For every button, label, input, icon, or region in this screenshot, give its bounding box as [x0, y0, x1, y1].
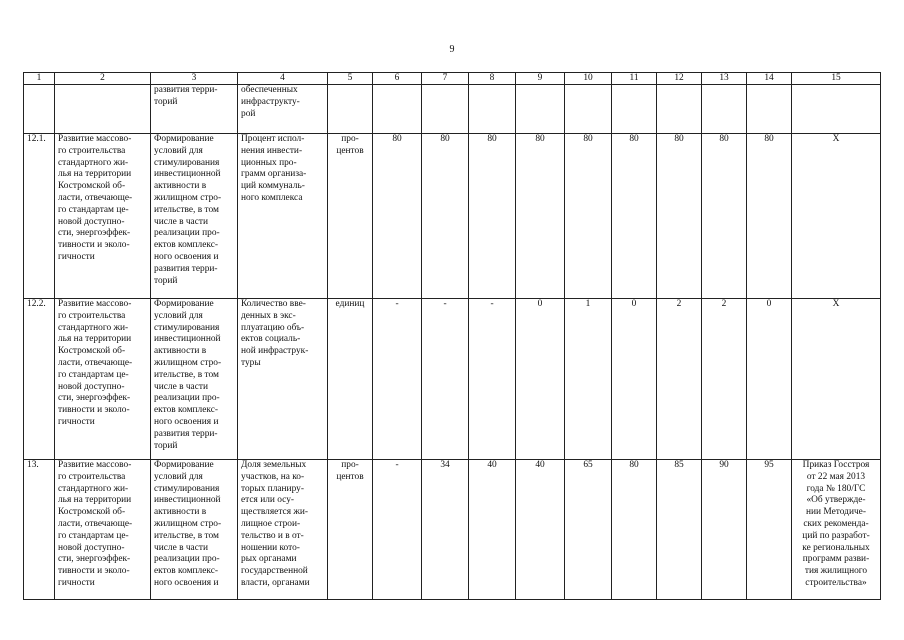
value-cell: 80	[612, 134, 657, 299]
value-cell: 0	[516, 299, 565, 460]
column-header-13: 13	[702, 73, 747, 85]
value-cell: -	[373, 460, 422, 600]
table-row	[24, 299, 881, 460]
value-cell: 2	[702, 299, 747, 460]
row-number-cell: 12.1.	[24, 134, 55, 299]
value-cell: 0	[612, 299, 657, 460]
goal-cell: Развитие массово- го строительства стандартного жи- лья на территории Костромской об- ласти, отвечающе- го стандартам це- новой доступно- сти, энергоэффек- тивности и эколо- гичности	[55, 299, 151, 460]
row-number-cell: 13.	[24, 460, 55, 600]
column-header-7: 7	[422, 73, 469, 85]
value-cell: 90	[702, 460, 747, 600]
column-header-15: 15	[792, 73, 881, 85]
value-cell: 80	[469, 134, 516, 299]
column-header-1: 1	[24, 73, 55, 85]
column-header-8: 8	[469, 73, 516, 85]
indicator-cell: Количество вве- денных в экс- плуатацию объ- ектов социаль- ной инфраструк- туры	[238, 299, 328, 460]
column-header-12: 12	[657, 73, 702, 85]
value-cell: 85	[657, 460, 702, 600]
column-header-14: 14	[747, 73, 792, 85]
column-header-3: 3	[151, 73, 238, 85]
value-cell: -	[373, 299, 422, 460]
unit-cell: единиц	[328, 299, 373, 460]
page-number: 9	[449, 44, 455, 55]
goal-cell: Развитие массово- го строительства стандартного жи- лья на территории Костромской об- ласти, отвечающе- го стандартам це- новой доступно- сти, энергоэффек- тивности и эколо- гичности	[55, 134, 151, 299]
column-header-9: 9	[516, 73, 565, 85]
value-cell: 80	[516, 134, 565, 299]
task-cell: Формирование условий для стимулирования инвестиционной активности в жилищном стро- ительстве, в том числе в части реализации про- ектов комплекс- ного освоения и развития терри- торий	[151, 134, 238, 299]
row-number-cell: 12.2.	[24, 299, 55, 460]
header-row	[24, 73, 881, 85]
indicator-cell: Доля земельных участков, на ко- торых планиру- ется или осу- ществляется жи- лищное строи- тельство и в от- ношении кото- рых органами государственной власти, органами	[238, 460, 328, 600]
value-cell: 80	[612, 460, 657, 600]
continuation-task-cell: развития терри- торий	[151, 85, 238, 134]
column-header-4: 4	[238, 73, 328, 85]
value-cell: 1	[565, 299, 612, 460]
note-cell: X	[792, 134, 881, 299]
note-cell: X	[792, 299, 881, 460]
continuation-row	[24, 85, 881, 134]
goal-cell: Развитие массово- го строительства стандартного жи- лья на территории Костромской об- ласти, отвечающе- го стандартам це- новой доступно- сти, энергоэффек- тивности и эколо- гичности	[55, 460, 151, 600]
indicator-cell: Процент испол- нения инвести- ционных про- грамм организа- ций коммуналь- ного комплекса	[238, 134, 328, 299]
value-cell: 80	[373, 134, 422, 299]
value-cell: 80	[657, 134, 702, 299]
column-header-11: 11	[612, 73, 657, 85]
value-cell: 0	[747, 299, 792, 460]
note-cell: Приказ Госстроя от 22 мая 2013 года № 180/ГС «Об утвержде- нии Методиче- ских рекоменда- ций по разработ- ке региональных программ разви- тия жилищного строительства»	[792, 460, 881, 600]
continuation-indicator-cell: обеспеченных инфраструкту- рой	[238, 85, 328, 134]
value-cell: 80	[747, 134, 792, 299]
value-cell: 34	[422, 460, 469, 600]
unit-cell: про- центов	[328, 460, 373, 600]
value-cell: 40	[516, 460, 565, 600]
value-cell: 80	[422, 134, 469, 299]
indicators-table	[23, 72, 881, 600]
value-cell: -	[469, 299, 516, 460]
table-row	[24, 460, 881, 600]
column-header-2: 2	[55, 73, 151, 85]
table-row	[24, 134, 881, 299]
value-cell: 80	[702, 134, 747, 299]
value-cell: 2	[657, 299, 702, 460]
unit-cell: про- центов	[328, 134, 373, 299]
value-cell: 95	[747, 460, 792, 600]
value-cell: -	[422, 299, 469, 460]
column-header-10: 10	[565, 73, 612, 85]
value-cell: 40	[469, 460, 516, 600]
value-cell: 80	[565, 134, 612, 299]
task-cell: Формирование условий для стимулирования инвестиционной активности в жилищном стро- ительстве, в том числе в части реализации про- ектов комплекс- ного освоения и	[151, 460, 238, 600]
column-header-6: 6	[373, 73, 422, 85]
value-cell: 65	[565, 460, 612, 600]
column-header-5: 5	[328, 73, 373, 85]
task-cell: Формирование условий для стимулирования инвестиционной активности в жилищном стро- ительстве, в том числе в части реализации про- ектов комплекс- ного освоения и развития терри- торий	[151, 299, 238, 460]
